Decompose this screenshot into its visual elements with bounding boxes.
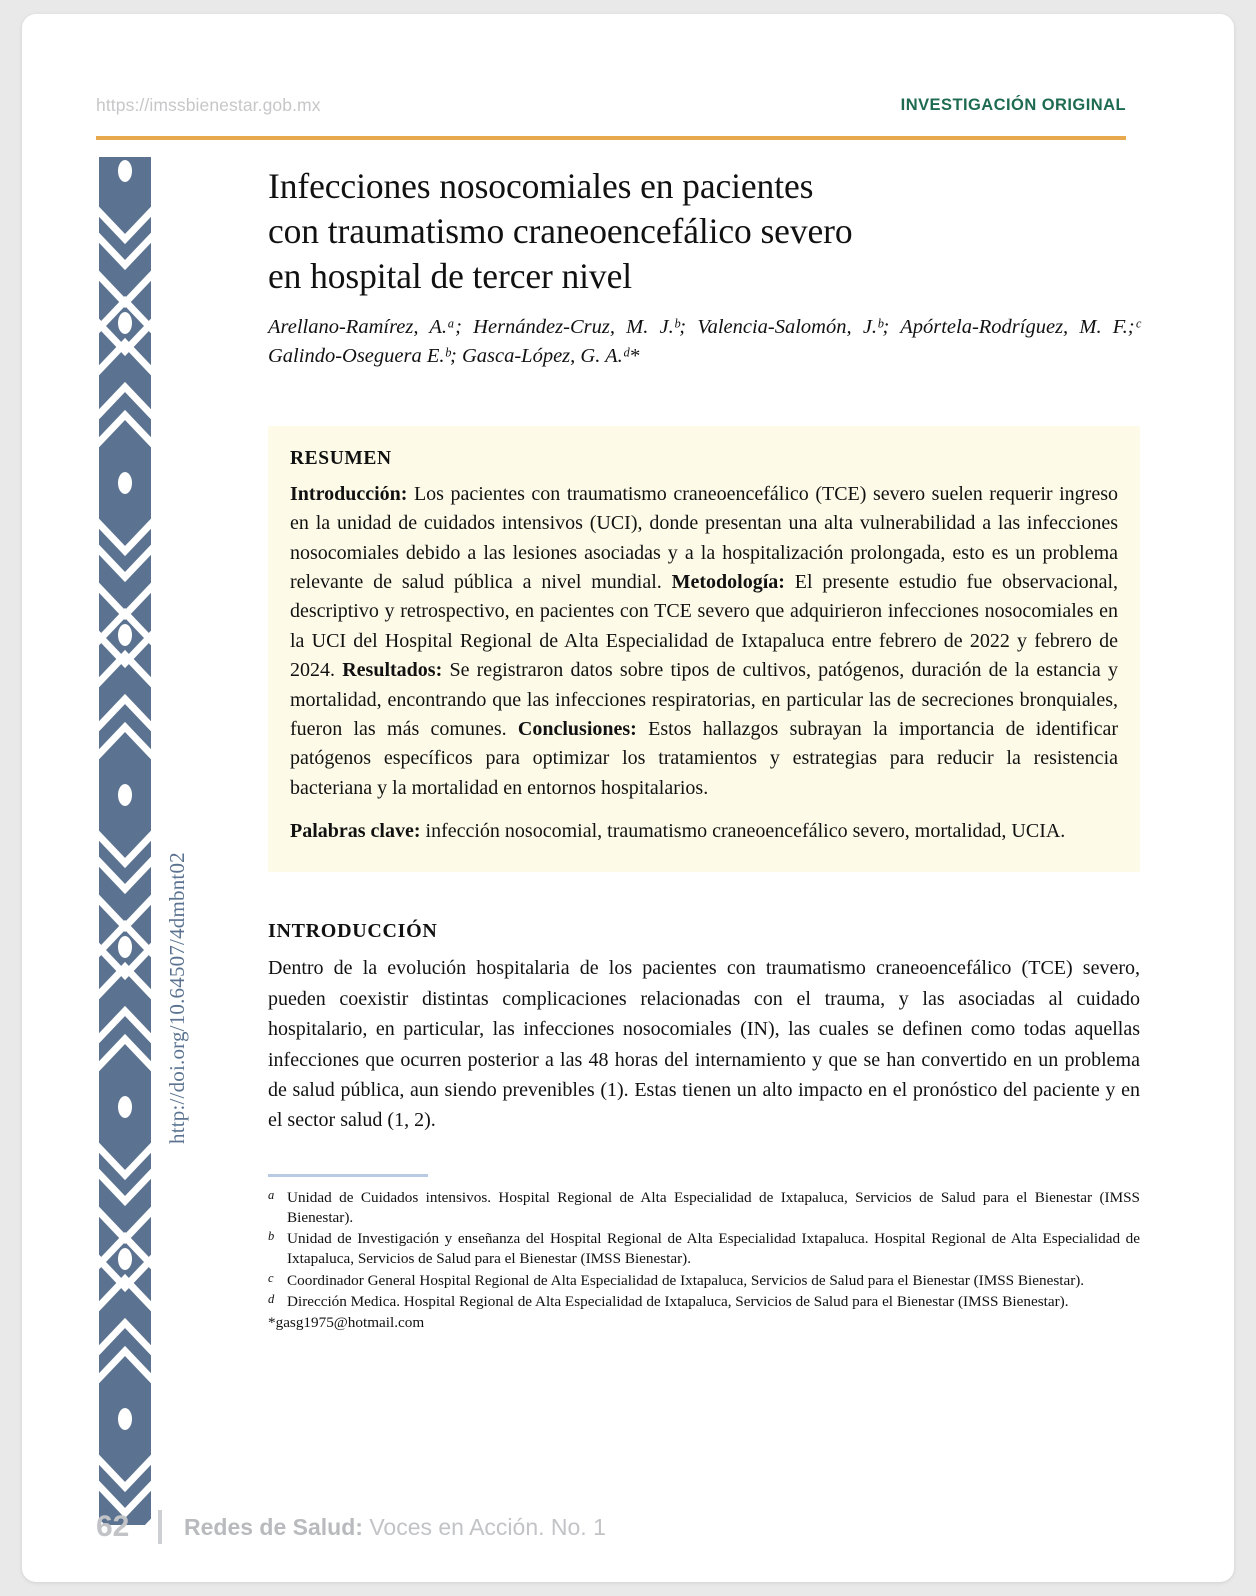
page-footer — [96, 1510, 606, 1544]
author-list: Arellano-Ramírez, A.ᵃ; Hernández-Cruz, M. J.ᵇ; Valencia-Salomón, J.ᵇ; Apórtela-Rodríguez, M. F.;ᶜ Galindo-Oseguera E.ᵇ; Gasca-López, G. A.ᵈ* — [268, 316, 1140, 367]
journal-subtitle: Voces en Acción. No. 1 — [362, 1513, 606, 1540]
journal-name: Redes de Salud: — [184, 1513, 363, 1540]
abstract-label-conclusiones: Conclusiones: — [517, 717, 637, 740]
introduction-paragraph: Dentro de la evolución hospitalaria de los pacientes con traumatismo craneoencefálico (TCE) severo, pueden coexistir distintas complicaciones relacionadas con el trauma, y las asociadas al cuidado hospitalario, en particular, las infecciones nosocomiales (IN), las cuales se definen como todas aquellas infecciones que ocurren posterior a las 48 horas del internamiento y que se han convertido en un problema de salud pública, aun siendo prevenibles (1). Estas tienen un alto impacto en el pronóstico del paciente y en el sector salud (1, 2). — [268, 957, 1140, 1132]
keywords-line — [290, 817, 1118, 846]
footnote-marker: c — [268, 1270, 274, 1285]
decorative-pattern-band — [99, 157, 151, 1525]
header-rule — [96, 136, 1126, 140]
abstract-heading: RESUMEN — [290, 447, 392, 469]
page-number: 62 — [96, 1510, 130, 1543]
footnote-item — [268, 1188, 1140, 1228]
abstract-label-resultados: Resultados: — [342, 659, 443, 682]
journal-footer-title — [184, 1514, 606, 1541]
keywords-text: infección nosocomial, traumatismo craneoencefálico severo, mortalidad, UCIA. — [420, 820, 1066, 843]
running-head — [96, 90, 1126, 120]
page-title — [268, 164, 1140, 299]
footnote-text: Unidad de Cuidados intensivos. Hospital Regional de Alta Especialidad de Ixtapaluca, Servicios de Salud para el Bienestar (IMSS Bienestar). — [287, 1188, 1140, 1227]
footnote-list — [268, 1188, 1140, 1334]
footer-divider — [158, 1510, 162, 1544]
footnote-separator — [268, 1174, 428, 1177]
footnote-marker: d — [268, 1291, 275, 1306]
footnote-item — [268, 1271, 1140, 1291]
footnote-item — [268, 1292, 1140, 1312]
page-sheet — [22, 14, 1234, 1582]
corresponding-email[interactable]: *gasg1975@hotmail.com — [268, 1314, 425, 1332]
title-line-2: con traumatismo craneoencefálico severo — [268, 211, 853, 252]
abstract-body — [290, 480, 1118, 803]
footnote-marker: a — [268, 1187, 275, 1202]
section-label: INVESTIGACIÓN ORIGINAL — [900, 95, 1126, 114]
abstract-text-metodologia: El presente estudio fue observacional, descriptivo y retrospectivo, en pacientes con TCE severo que adquirieron infecciones nosocomiales en la UCI del Hospital Regional de Alta Especialidad de Ixtapaluca entre febrero de 2022 y febrero de 2024. — [290, 570, 1119, 682]
footnote-item — [268, 1229, 1140, 1269]
doi-vertical-label[interactable]: http://doi.org/10.64507/4dmbnt02 — [165, 852, 189, 1144]
keywords-label: Palabras clave: — [290, 820, 421, 843]
abstract-text-resultados: Se registraron datos sobre tipos de cultivos, patógenos, duración de la estancia y mortalidad, encontrando que las infecciones respiratorias, en particular las de secreciones bronquiales, fueron las más comunes. — [290, 659, 1118, 740]
footnote-text: Dirección Medica. Hospital Regional de Alta Especialidad de Ixtapaluca, Servicios de Salud para el Bienestar (IMSS Bienestar). — [287, 1292, 1069, 1310]
journal-url: https://imssbienestar.gob.mx — [96, 94, 321, 115]
article-column — [268, 164, 1140, 1333]
footnote-text: Unidad de Investigación y enseñanza del Hospital Regional de Alta Especialidad Ixtapaluca. Hospital Regional de Alta Especialidad de Ixtapaluca, Servicios de Salud para el Bienestar (IMSS Bienestar). — [287, 1230, 1140, 1268]
abstract-box — [268, 426, 1140, 873]
introduction-heading: INTRODUCCIÓN — [268, 920, 438, 943]
abstract-text-introduccion: Los pacientes con traumatismo craneoencefálico (TCE) severo suelen requerir ingreso en la unidad de cuidados intensivos (UCI), donde presentan una alta vulnerabilidad a las infecciones nosocomiales debido a las lesiones asociadas y a la hospitalización prolongada, esto es un problema relevante de salud pública a nivel mundial. — [290, 482, 1118, 593]
title-line-1: Infecciones nosocomiales en pacientes — [268, 166, 814, 206]
footnote-marker: b — [268, 1229, 275, 1244]
title-line-3: en hospital de tercer nivel — [268, 256, 632, 297]
footnote-text: Coordinador General Hospital Regional de Alta Especialidad de Ixtapaluca, Servicios de Salud para el Bienestar (IMSS Bienestar). — [287, 1271, 1085, 1289]
abstract-label-introduccion: Introducción: — [290, 482, 408, 505]
abstract-label-metodologia: Metodología: — [671, 570, 785, 593]
abstract-text-conclusiones: Estos hallazgos subrayan la importancia de identificar patógenos específicos para optimizar los tratamientos y estrategias para reducir la resistencia bacteriana y la mortalidad en entornos hospitalarios. — [290, 717, 1118, 799]
